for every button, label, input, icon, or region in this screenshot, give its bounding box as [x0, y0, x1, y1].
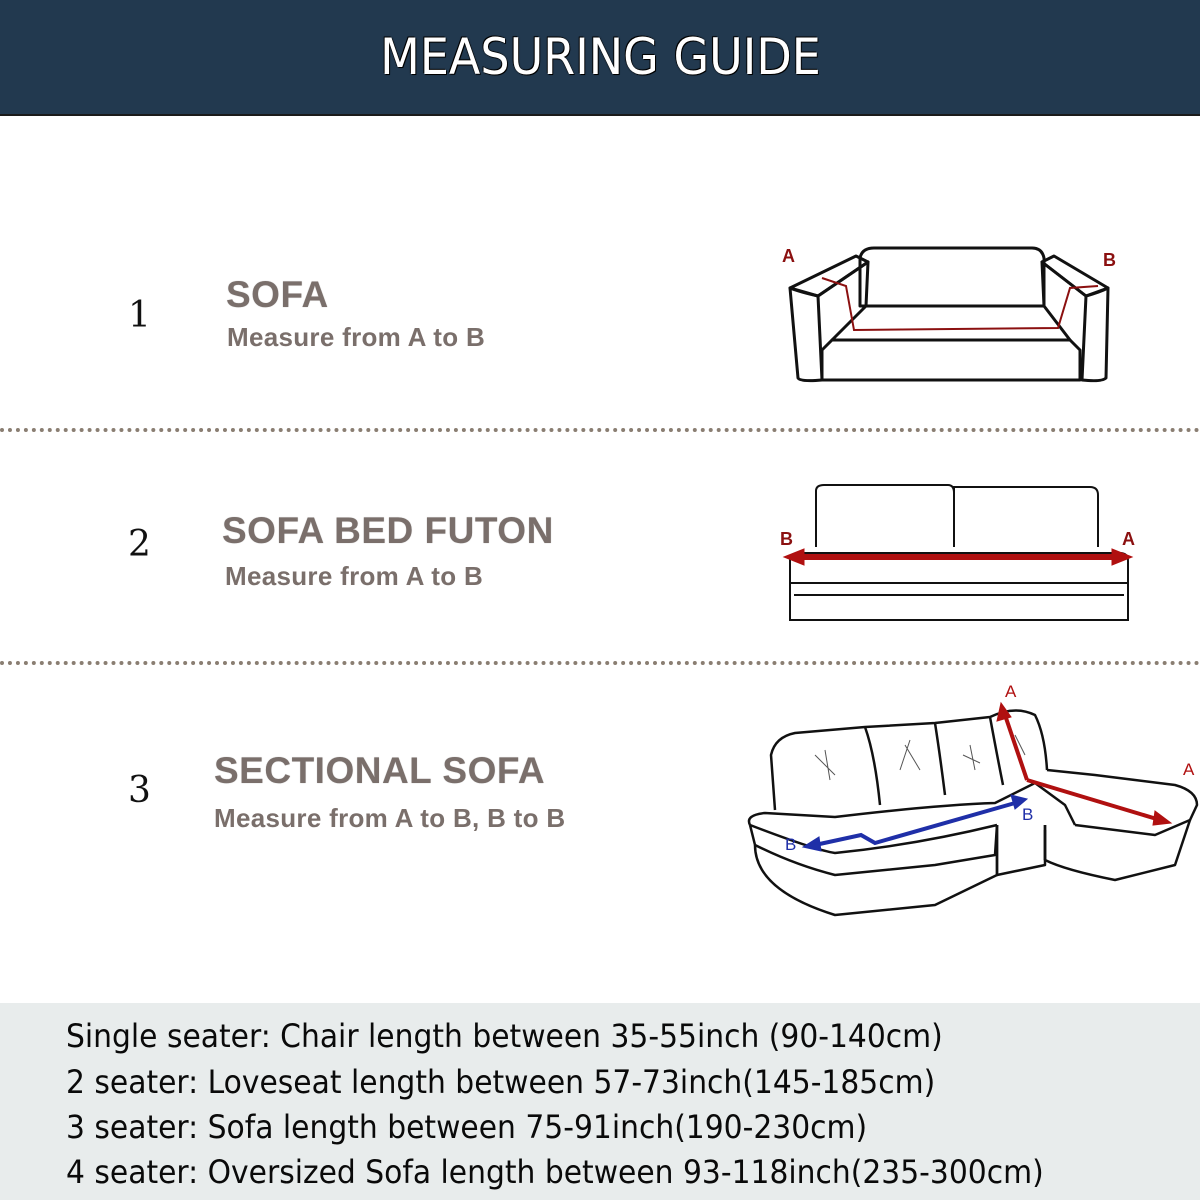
svg-text:B: B — [780, 529, 793, 549]
section-instruction: Measure from A to B, B to B — [214, 803, 566, 833]
size-guide — [0, 1003, 1200, 1200]
section-divider — [0, 661, 1200, 665]
svg-text:A: A — [1122, 529, 1135, 549]
sofa-bed-futon-diagram-icon — [770, 475, 1150, 625]
section-number: 1 — [128, 295, 151, 336]
svg-text:A: A — [1183, 760, 1195, 779]
section-title: SOFA — [226, 274, 329, 315]
section-number: 3 — [128, 770, 151, 811]
svg-text:A: A — [1005, 682, 1017, 701]
size-guide-line: 4 seater: Oversized Sofa length between 93-118inch(235-300cm) — [66, 1153, 1044, 1191]
sofa-diagram-icon — [770, 240, 1130, 400]
section-divider — [0, 428, 1200, 432]
svg-text:B: B — [1022, 805, 1034, 824]
section-number: 2 — [128, 524, 151, 565]
header-banner — [0, 0, 1200, 116]
section-title: SECTIONAL SOFA — [214, 750, 546, 791]
size-guide-line: 3 seater: Sofa length between 75-91inch(190-230cm) — [66, 1108, 868, 1146]
section-instruction: Measure from A to B — [225, 561, 484, 591]
svg-text:B: B — [785, 835, 797, 854]
section-title: SOFA BED FUTON — [222, 510, 554, 551]
size-guide-line: Single seater: Chair length between 35-55inch (90-140cm) — [66, 1017, 943, 1055]
size-guide-line: 2 seater: Loveseat length between 57-73inch(145-185cm) — [66, 1063, 936, 1101]
svg-text:B: B — [1103, 250, 1116, 270]
section-instruction: Measure from A to B — [227, 322, 486, 352]
svg-text:A: A — [782, 246, 795, 266]
sectional-sofa-diagram-icon — [735, 675, 1200, 925]
page-title: MEASURING GUIDE — [379, 28, 821, 86]
